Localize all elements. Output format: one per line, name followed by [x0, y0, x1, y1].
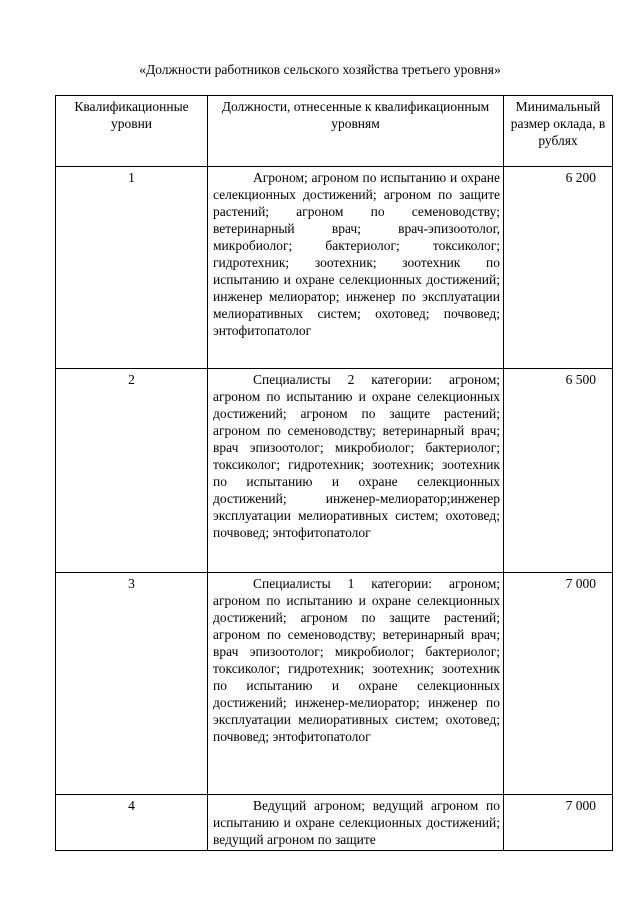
- positions-cell: Агроном; агроном по испытанию и охране селекционных достижений; агроном по защите растений; агроном по семеноводству; ветеринарный врач; врач-эпизоотолог, микробиолог; бактериолог; токсиколог; гидротехник; зоотехник; зоотехник по испытанию и охране селекционных достижений; инженер мелиоратор; инженер по эксплуатации мелиоративных систем; охотовед; почвовед; энтофитопатолог: [208, 167, 504, 369]
- header-cell-positions: Должности, отнесенные к квалификационным уровням: [208, 96, 504, 167]
- table-row: [56, 795, 613, 851]
- positions-cell: Специалисты 1 категории: агроном; агроном по испытанию и охране селекционных достижений; агроном по защите растений; агроном по семеноводству; ветеринарный врач; врач эпизоотолог; микробиолог; бактериолог; токсиколог; гидротехник; зоотехник; зоотехник по испытанию и охране селекционных достижений; инженер-мелиоратор; инженер по эксплуатации мелиоративных систем; охотовед; почвовед; энтофитопатолог: [208, 573, 504, 795]
- document-title: «Должности работников сельского хозяйства третьего уровня»: [139, 62, 501, 77]
- salary-cell: 6 200: [504, 167, 613, 369]
- level-cell: 3: [56, 573, 208, 795]
- level-cell: 1: [56, 167, 208, 369]
- salary-cell: 6 500: [504, 369, 613, 573]
- header-cell-level: Квалификационные уровни: [56, 96, 208, 167]
- positions-cell: Специалисты 2 категории: агроном; агроном по испытанию и охране селекционных достижений; агроном по защите растений; агроном по семеноводству; ветеринарный врач; врач эпизоотолог; микробиолог; бактериолог; токсиколог; гидротехник; зоотехник; зоотехник по испытанию и охране селекционных достижений; инженер-мелиоратор;инженер эксплуатации мелиоративных систем; охотовед; почвовед; энтофитопатолог: [208, 369, 504, 573]
- table-header-row: [56, 96, 613, 167]
- salary-cell: 7 000: [504, 573, 613, 795]
- table-row: [56, 573, 613, 795]
- level-cell: 4: [56, 795, 208, 851]
- level-cell: 2: [56, 369, 208, 573]
- salary-cell: 7 000: [504, 795, 613, 851]
- table-row: [56, 167, 613, 369]
- header-cell-salary: Минимальный размер оклада, в рублях: [504, 96, 613, 167]
- positions-table: [55, 95, 613, 851]
- positions-cell: Ведущий агроном; ведущий агроном по испытанию и охране селекционных достижений; ведущий агроном по защите: [208, 795, 504, 851]
- table-row: [56, 369, 613, 573]
